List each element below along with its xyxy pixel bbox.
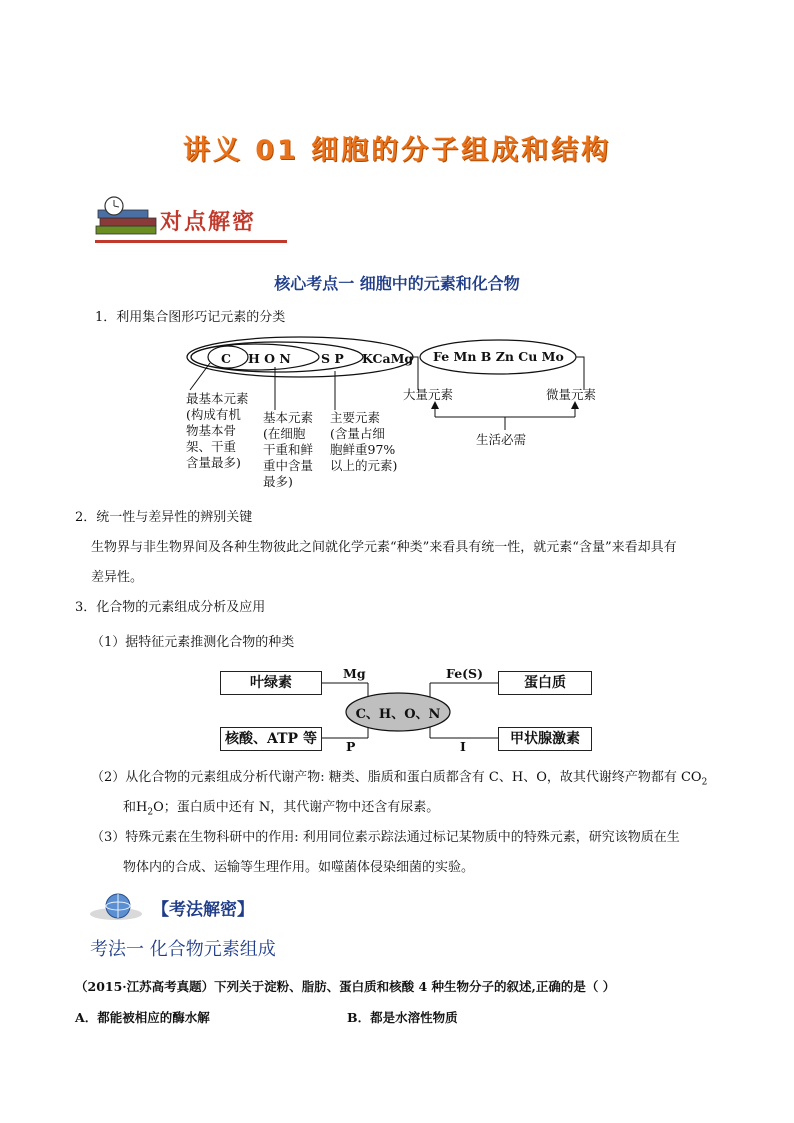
- center-elements: C、H、O、N: [355, 707, 441, 722]
- label-main: 主要元素 (含量占细 胞鲜重97% 以上的元素): [330, 410, 398, 473]
- label-mg: Mg: [343, 666, 366, 681]
- point-3-1: （1）据特征元素推测化合物的种类: [91, 635, 295, 650]
- kaofa-banner: 【考法解密】: [152, 900, 254, 920]
- element-sp: S P: [321, 351, 344, 366]
- label-basic-most: 最基本元素 (构成有机 物基本骨 架、干重 含量最多): [186, 391, 249, 470]
- label-macro: 大量元素: [403, 387, 454, 402]
- element-c: C: [221, 351, 231, 366]
- point-1-heading: 1．利用集合图形巧记元素的分类: [95, 310, 286, 325]
- point-3-3-line-1: （3）特殊元素在生物科研中的作用: 利用同位素示踪法通过标记某物质中的特殊元素，研究该物质在生: [91, 830, 680, 845]
- label-basic: 基本元素 (在细胞 干重和鲜 重中含量 最多): [263, 410, 314, 489]
- element-kcamg: KCaMg: [362, 351, 414, 366]
- point-3-2-line-2: 和$H_2O$；蛋白质中还有 N，其代谢产物中还含有尿素。: [123, 800, 440, 818]
- box-protein: 蛋白质: [498, 671, 592, 695]
- section-banner-title: 对点解密: [160, 210, 257, 235]
- question-stem: （2015·江苏高考真题）下列关于淀粉、脂肪、蛋白质和核酸 4 种生物分子的叙述,正确的是（ ）: [75, 979, 616, 994]
- label-life: 生活必需: [476, 432, 527, 447]
- point-3-heading: 3．化合物的元素组成分析及应用: [75, 600, 266, 615]
- box-thyroxine: 甲状腺激素: [498, 727, 592, 751]
- kaofa-title: 考法一 化合物元素组成: [90, 939, 276, 960]
- trace-elements: Fe Mn B Zn Cu Mo: [433, 349, 564, 364]
- core-heading: 核心考点一 细胞中的元素和化合物: [274, 274, 520, 293]
- banner-underline: [95, 240, 287, 243]
- box-chlorophyll: 叶绿素: [220, 671, 322, 695]
- label-i: I: [460, 739, 466, 754]
- label-micro: 微量元素: [546, 387, 597, 402]
- page-title: 讲义 01 细胞的分子组成和结构: [182, 135, 612, 166]
- label-fes: Fe(S): [446, 666, 483, 681]
- option-a[interactable]: A．都能被相应的酶水解: [75, 1010, 210, 1025]
- globe-icon: [88, 888, 158, 924]
- point-2-heading: 2．统一性与差异性的辨别关键: [75, 510, 253, 525]
- point-3-2-line-1: （2）从化合物的元素组成分析代谢产物: 糖类、脂质和蛋白质都含有 C、H、O，故其代谢终产物都有 $CO_2$: [91, 770, 708, 788]
- label-p: P: [346, 739, 356, 754]
- point-2-body-1: 生物界与非生物界间及各种生物彼此之间就化学元素“种类”来看具有统一性，就元素“含量”来看却具有: [91, 540, 677, 555]
- point-3-3-line-2: 物体内的合成、运输等生理作用。如噬菌体侵染细菌的实验。: [123, 860, 475, 875]
- box-nucleic-acid-atp: 核酸、ATP 等: [220, 727, 322, 751]
- element-hon: H O N: [248, 351, 291, 366]
- option-b[interactable]: B．都是水溶性物质: [347, 1010, 458, 1025]
- point-2-body-2: 差异性。: [91, 570, 144, 585]
